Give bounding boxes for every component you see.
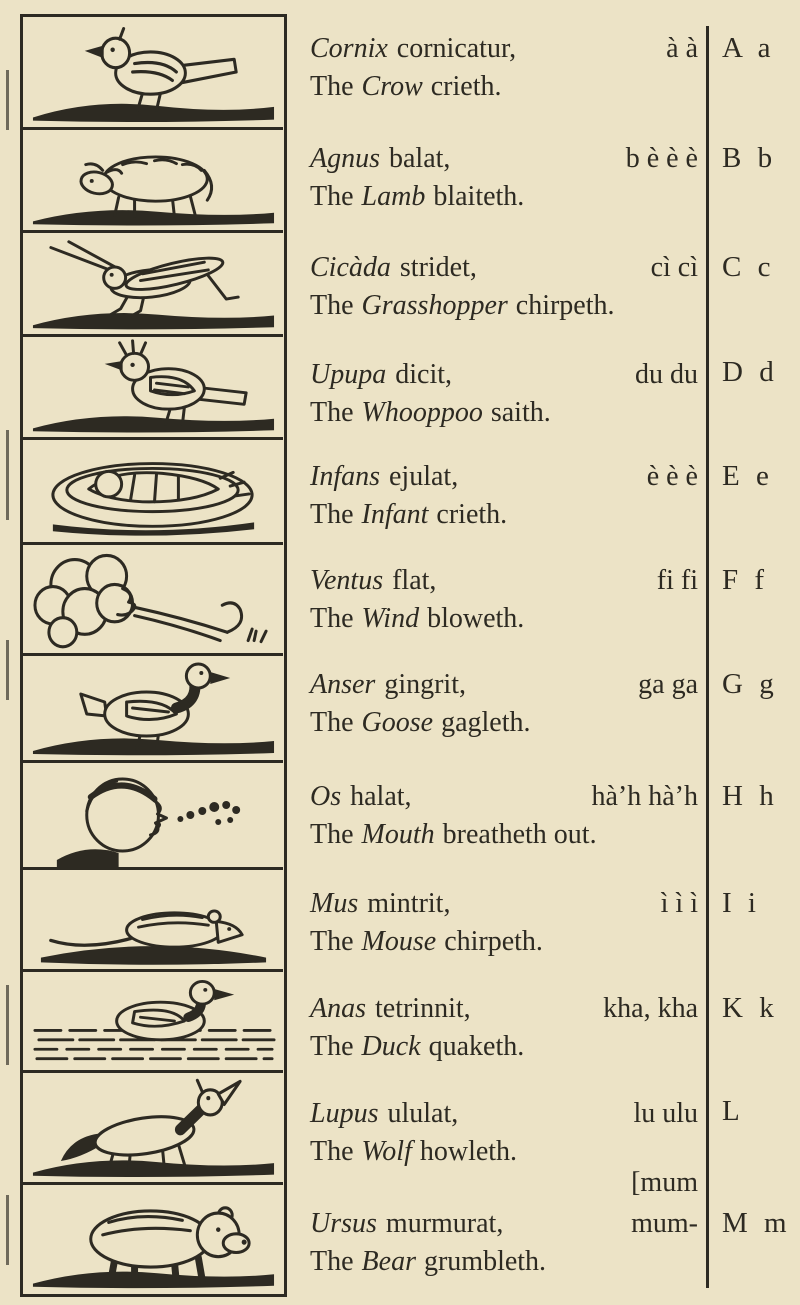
english-suffix: breatheth out. (442, 819, 597, 850)
english-line (310, 287, 698, 325)
english-name: Bear (361, 1246, 416, 1277)
english-prefix: The (310, 1136, 354, 1167)
english-name: Wolf (361, 1136, 412, 1167)
latin-name: Agnus (310, 143, 380, 174)
english-name: Duck (361, 1031, 421, 1062)
english-prefix: The (310, 603, 354, 634)
woodcut-cell-bear (23, 1185, 283, 1293)
english-suffix: gagleth. (441, 707, 531, 738)
latin-name: Cicàda (310, 252, 391, 283)
english-suffix: blaiteth. (433, 181, 525, 212)
english-prefix: The (310, 819, 354, 850)
latin-line (310, 990, 698, 1028)
english-name: Crow (361, 71, 423, 102)
latin-verb: stridet, (399, 252, 477, 283)
english-line (310, 704, 698, 742)
latin-line (310, 1095, 698, 1133)
woodcut-cell-hoopoe (23, 337, 283, 440)
latin-name: Lupus (310, 1098, 379, 1129)
english-line (310, 68, 698, 106)
latin-name: Anas (310, 993, 366, 1024)
sound-label: mum- (631, 1208, 698, 1239)
entry-wolf (310, 1095, 698, 1171)
wolf-illustration (23, 1073, 283, 1182)
woodcut-cell-goose (23, 656, 283, 763)
sound-label: ga ga (638, 669, 698, 700)
duck-illustration (23, 972, 283, 1070)
latin-name: Ventus (310, 565, 384, 596)
latin-line (310, 562, 698, 600)
english-suffix: grumbleth. (423, 1246, 547, 1277)
english-name: Mouth (361, 819, 435, 850)
letter-pair-h: H h (722, 780, 774, 812)
english-prefix: The (310, 707, 354, 738)
latin-verb: dicit, (395, 359, 452, 390)
woodcut-cell-crow (23, 17, 283, 130)
english-prefix: The (310, 397, 354, 428)
english-name: Whooppoo (361, 397, 483, 428)
entry-mouse (310, 885, 698, 961)
infant-illustration (23, 440, 283, 542)
goose-illustration (23, 656, 283, 760)
latin-name: Os (310, 781, 342, 812)
entry-wind (310, 562, 698, 638)
english-suffix: chirpeth. (515, 290, 615, 321)
english-suffix: howleth. (419, 1136, 518, 1167)
entry-bear (310, 1205, 698, 1281)
sound-label: ì ì ì (660, 888, 698, 919)
english-prefix: The (310, 1246, 354, 1277)
english-suffix: crieth. (436, 499, 508, 530)
latin-name: Mus (310, 888, 359, 919)
latin-line (310, 140, 698, 178)
latin-line (310, 249, 698, 287)
english-suffix: quaketh. (428, 1031, 525, 1062)
woodcut-cell-wolf (23, 1073, 283, 1185)
woodcut-cell-wind (23, 545, 283, 656)
wind-illustration (23, 545, 283, 653)
english-line (310, 1243, 698, 1281)
lamb-illustration (23, 130, 283, 230)
latin-line (310, 778, 698, 816)
crow-illustration (23, 17, 283, 127)
letter-pair-i: I i (722, 887, 756, 919)
sound-label: à à (666, 33, 698, 64)
entry-mouth (310, 778, 698, 854)
english-name: Lamb (361, 181, 426, 212)
letter-pair-k: K k (722, 992, 774, 1024)
letter-pair-m: M m (722, 1207, 787, 1239)
latin-verb: cornicatur, (396, 33, 517, 64)
english-line (310, 178, 698, 216)
letter-pair-f: F f (722, 564, 765, 596)
latin-verb: gingrit, (384, 669, 466, 700)
page-edge-mark (6, 985, 9, 1065)
entry-hoopoe (310, 356, 698, 432)
english-name: Grasshopper (361, 290, 508, 321)
catchword: [mum (631, 1167, 698, 1198)
letter-pair-a: A a (722, 32, 771, 64)
latin-name: Cornix (310, 33, 388, 64)
english-prefix: The (310, 181, 354, 212)
latin-verb: flat, (392, 565, 437, 596)
sound-label: fi fi (656, 565, 698, 596)
latin-line (310, 885, 698, 923)
english-suffix: chirpeth. (444, 926, 543, 957)
letter-pair-e: E e (722, 460, 769, 492)
woodcut-cell-mouth (23, 763, 283, 870)
english-prefix: The (310, 290, 354, 321)
page-edge-mark (6, 430, 9, 520)
entry-grasshopper (310, 249, 698, 325)
woodcut-frame (20, 14, 287, 1297)
letter-pair-d: D d (722, 356, 774, 388)
sound-label: lu ulu (633, 1098, 698, 1129)
latin-name: Anser (310, 669, 376, 700)
latin-verb: ululat, (387, 1098, 459, 1129)
woodcut-cell-lamb (23, 130, 283, 233)
english-line (310, 1028, 698, 1066)
grasshopper-illustration (23, 233, 283, 334)
english-name: Infant (361, 499, 429, 530)
entry-lamb (310, 140, 698, 216)
woodcut-cell-duck (23, 972, 283, 1073)
latin-name: Upupa (310, 359, 387, 390)
english-suffix: bloweth. (427, 603, 525, 634)
english-line (310, 600, 698, 638)
latin-line (310, 458, 698, 496)
latin-line (310, 30, 698, 68)
latin-name: Infans (310, 461, 380, 492)
sound-label: du du (635, 359, 698, 390)
english-name: Goose (361, 707, 434, 738)
english-suffix: crieth. (430, 71, 502, 102)
english-line (310, 394, 698, 432)
latin-name: Ursus (310, 1208, 377, 1239)
letter-pair-c: C c (722, 251, 771, 283)
entry-duck (310, 990, 698, 1066)
page-edge-mark (6, 70, 9, 130)
sound-label: kha, kha (603, 993, 698, 1024)
latin-line (310, 356, 698, 394)
page-edge-mark (6, 1195, 9, 1265)
entry-infant (310, 458, 698, 534)
latin-line (310, 666, 698, 704)
latin-verb: ejulat, (389, 461, 459, 492)
woodcut-cell-infant (23, 440, 283, 545)
english-name: Wind (361, 603, 420, 634)
latin-verb: halat, (350, 781, 412, 812)
english-prefix: The (310, 499, 354, 530)
english-line (310, 816, 698, 854)
page-edge-mark (6, 640, 9, 700)
english-prefix: The (310, 71, 354, 102)
english-line (310, 923, 698, 961)
english-prefix: The (310, 1031, 354, 1062)
english-prefix: The (310, 926, 354, 957)
latin-verb: mintrit, (367, 888, 451, 919)
sound-label: hà’h hà’h (591, 781, 698, 812)
english-line (310, 496, 698, 534)
mouth-illustration (23, 763, 283, 867)
latin-verb: murmurat, (385, 1208, 504, 1239)
woodcut-cell-grasshopper (23, 233, 283, 337)
sound-label: cì cì (650, 252, 698, 283)
english-name: Mouse (361, 926, 437, 957)
sound-label: è è è (646, 461, 698, 492)
letter-pair-l: L (722, 1095, 740, 1127)
english-line (310, 1133, 698, 1171)
letter-pair-g: G g (722, 668, 774, 700)
latin-verb: tetrinnit, (375, 993, 471, 1024)
entry-crow (310, 30, 698, 106)
sound-label: b è è è (625, 143, 698, 174)
entry-goose (310, 666, 698, 742)
letter-pair-b: B b (722, 142, 773, 174)
mouse-illustration (23, 870, 283, 969)
hoopoe-illustration (23, 337, 283, 437)
column-rule (706, 26, 709, 1288)
english-suffix: saith. (490, 397, 551, 428)
bear-illustration (23, 1185, 283, 1293)
woodcut-cell-mouse (23, 870, 283, 972)
latin-line (310, 1205, 698, 1243)
latin-verb: balat, (389, 143, 451, 174)
